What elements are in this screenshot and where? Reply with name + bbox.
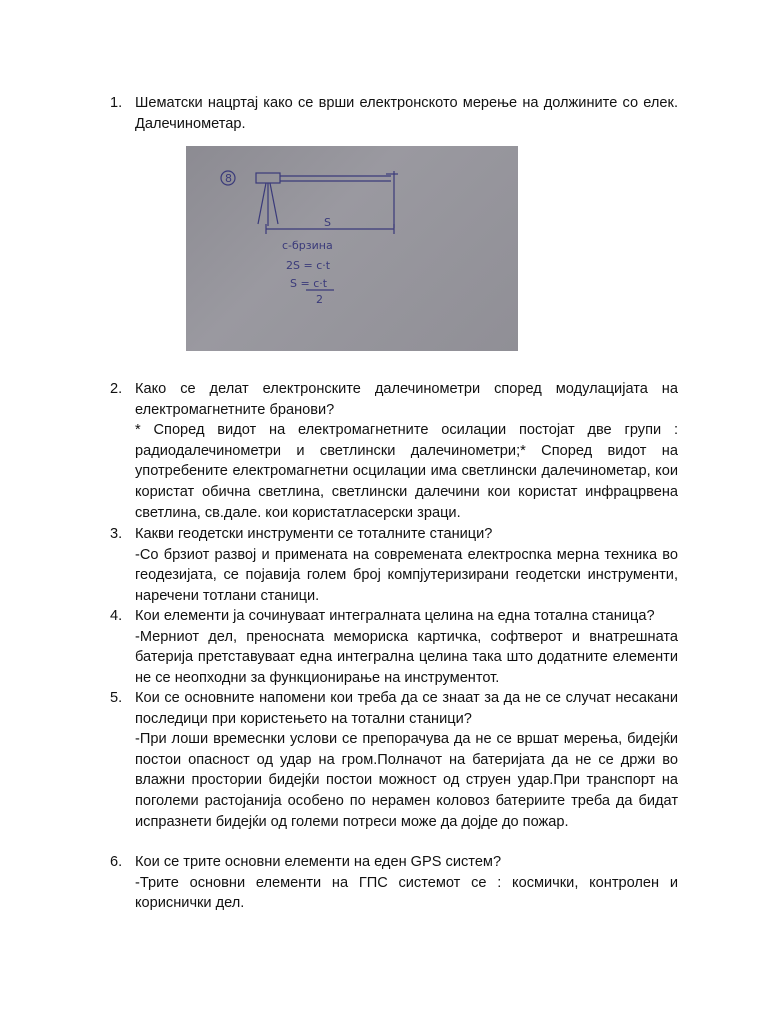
answer-text: -Трите основни елементи на ГПС системот се : космички, контролен и кориснички дел.	[135, 874, 678, 912]
tripod-leg	[270, 183, 278, 224]
question-2	[110, 379, 678, 523]
marker-number: 8	[225, 172, 232, 185]
question-4	[110, 606, 678, 688]
question-number: 2.	[110, 381, 123, 397]
formula-line-1: c-брзина	[282, 239, 333, 252]
instrument-shape	[256, 173, 280, 183]
tripod-leg	[258, 183, 266, 224]
answer-text: * Според видот на електромагнетните осилации постојат две групи : радиодалечинометри и светлински далечинометри;* Според видот на употребените електромагнетни осцилации има светлински далечинометар, кои користат обична светлина, светлински далечини кои користат инфрацрвена светлина, св.дале. кои користатласерски зраци.	[135, 422, 678, 521]
formula-line-2: 2S = c·t	[286, 259, 331, 272]
question-text: Какви геодетски инструменти се тоталните станици?	[135, 526, 493, 542]
distance-label: S	[324, 216, 331, 229]
question-5	[110, 688, 678, 832]
question-text: Шематски нацртај како се врши електронското мерење на должините со елек. Далечинометар.	[135, 95, 678, 132]
handwritten-sketch-photo	[186, 146, 518, 351]
formula-line-4: 2	[316, 293, 323, 306]
question-text: Кои се основните напомени кои треба да се знаат за да не се случат несакани последици при користењето на тотални станици?	[135, 690, 678, 727]
question-1	[110, 93, 678, 134]
answer-text: -Мерниот дел, преносната мемориска картичка, софтверот и внатрешната батерија претставуваат една интегрална целина така што додатните елементи не се неопходни за функционирање на инструментот.	[135, 628, 678, 686]
question-text: Кои се трите основни елементи на еден GPS систем?	[135, 854, 502, 870]
question-number: 6.	[110, 854, 123, 870]
question-number: 4.	[110, 608, 123, 624]
answer-text: -При лоши времеснки услови се препорачува да не се вршат мерења, бидејќи постои опасност од удар на гром.Полначот на батеријата да не се држи во влажни простории бидејќи постои можност од струен удар.При транспорт на поголеми растојанија особено по нерамен коловоз батериите треба да бидат испразнети бидејќи од големи потреси може да дојде до пожар.	[135, 731, 678, 830]
answer-text: -Со брзиот развој и примената на современата електросnка мерна техника во геодезијата, се појавија голем број компјутеризирани геодетски инструменти, наречени тотлани станици.	[135, 546, 678, 604]
formula-line-3: S = c·t	[290, 277, 328, 290]
question-number: 3.	[110, 526, 123, 542]
question-number: 5.	[110, 690, 123, 706]
question-text: Како се делат електронските далечинометри според модулацијата на електромагнетните бранови?	[135, 381, 678, 418]
sketch-drawing	[186, 146, 518, 351]
question-text: Кои елементи ја сочинуваат интегралната целина на една тотална станица?	[135, 608, 655, 624]
question-number: 1.	[110, 95, 123, 111]
question-3	[110, 524, 678, 606]
question-6	[110, 852, 678, 914]
